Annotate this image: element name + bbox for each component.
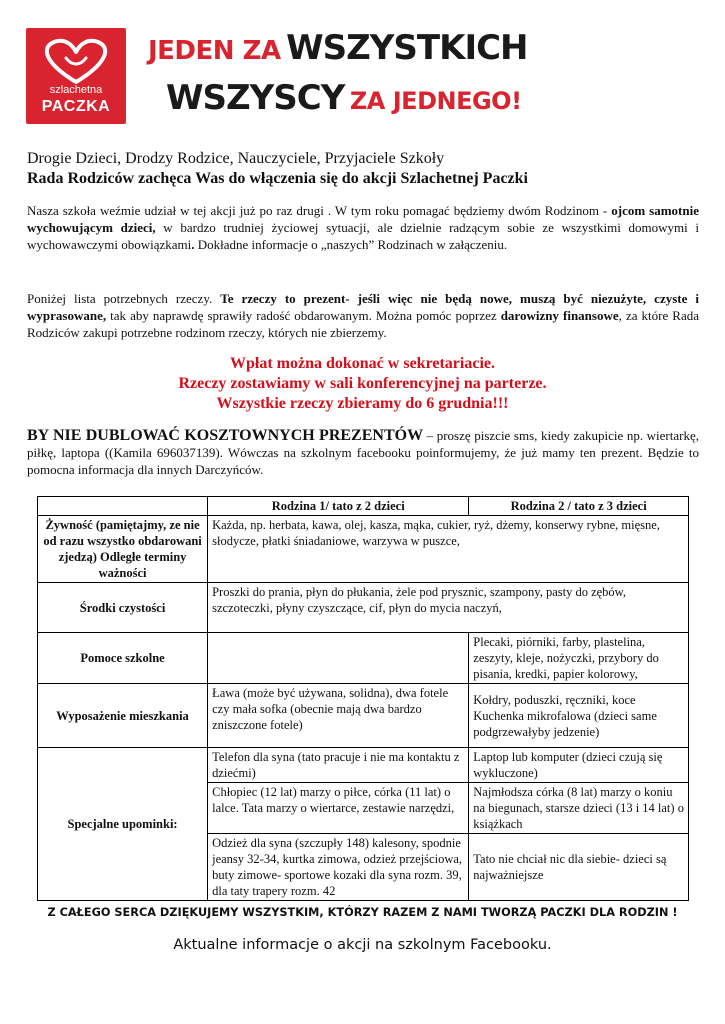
category-school: Pomoce szkolne xyxy=(38,633,208,684)
header-empty xyxy=(38,497,208,516)
category-cleaning: Środki czystości xyxy=(38,583,208,633)
para1-text-1: Nasza szkoła weźmie udział w tej akcji już po raz drugi . W tym roku pomagać będziemy dwóm Rodzinom - xyxy=(27,203,612,218)
gifts-1-family-1: Telefon dla syna (tato pracuje i nie ma kontaktu z dziećmi) xyxy=(208,748,469,783)
para2-text-1: Poniżej lista potrzebnych rzeczy. xyxy=(27,291,221,306)
lead-heading: Rada Rodziców zachęca Was do włączenia się do akcji Szlachetnej Paczki xyxy=(27,170,528,187)
school-items-family-1 xyxy=(208,633,469,684)
notice-deadline: Wszystkie rzeczy zbieramy do 6 grudnia!!! xyxy=(216,395,509,412)
needs-table xyxy=(37,496,689,901)
para1-text-5: Dokładne informacje o „naszych” Rodzinach w załączeniu. xyxy=(194,237,508,252)
facebook-info: Aktualne informacje o akcji na szkolnym Facebooku. xyxy=(173,937,552,953)
category-gifts: Specjalne upominki: xyxy=(38,748,208,901)
furnishing-family-2: Kołdry, poduszki, ręczniki, koce Kuchenka mikrofalowa (dzieci same podgrzewałyby jedzenie) xyxy=(469,684,689,748)
gifts-3-family-2: Tato nie chciał nic dla siebie- dzieci są najważniejsze xyxy=(469,834,689,901)
para1-bold-dot: . xyxy=(191,237,195,252)
header-family-1: Rodzina 1/ tato z 2 dzieci xyxy=(208,497,469,516)
gifts-3-family-1: Odzież dla syna (szczupły 148) kalesony, spodnie jeansy 32-34, kurtka zimowa, odzież przejściowa, buty zimowe- sportowe kozaki dla syna rozm. 39, dla taty trapery rozm. 42 xyxy=(208,834,469,901)
thanks-message: Z CAŁEGO SERCA DZIĘKUJEMY WSZYSTKIM, KTÓRZY RAZEM Z NAMI TWORZĄ PACZKI DLA RODZIN ! xyxy=(47,906,678,919)
para1-bold-fathers: ojcom samotnie wychowującym dzieci, xyxy=(27,203,699,235)
table-row-cleaning xyxy=(38,583,689,633)
slogan-wszyscy: WSZYSCY xyxy=(166,78,345,118)
gifts-2-family-1: Chłopiec (12 lat) marzy o piłce, córka (11 lat) o lalce. Tata marzy o wiertarce, zestawie narzędzi, xyxy=(208,783,469,834)
no-duplicates-paragraph xyxy=(27,427,699,478)
gifts-1-family-2: Laptop lub komputer (dzieci czują się wykluczone) xyxy=(469,748,689,783)
slogan-line-1 xyxy=(148,26,528,76)
para2-bold-donations: darowizny finansowe xyxy=(500,308,619,323)
szlachetna-paczka-logo xyxy=(26,28,126,124)
para1-text-3: w bardzo trudniej życiowej sytuacji, ale dzielnie radzącym sobie ze wszystkimi domowymi i wychowawczymi obowiązkami xyxy=(27,220,699,252)
logo-text-szlachetna: szlachetna xyxy=(49,84,103,96)
no-duplicates-heading: BY NIE DUBLOWAĆ KOSZTOWNYCH PREZENTÓW xyxy=(27,427,424,444)
slogan-za-jednego: ZA JEDNEGO! xyxy=(349,87,522,115)
slogan-jeden-za: JEDEN ZA xyxy=(148,36,281,66)
para2-text-5: , za które Rada Rodziców zakupi potrzebne rodzinom rzeczy, których nie zbierzemy. xyxy=(27,308,699,340)
gifts-2-family-2: Najmłodsza córka (8 lat) marzy o koniu na biegunach, starsze dzieci (13 i 14 lat) o książkach xyxy=(469,783,689,834)
intro-paragraph xyxy=(27,202,699,253)
header-family-2: Rodzina 2 / tato z 3 dzieci xyxy=(469,497,689,516)
category-furnishing: Wyposażenie mieszkania xyxy=(38,684,208,748)
food-items: Każda, np. herbata, kawa, olej, kasza, mąka, cukier, ryż, dżemy, konserwy rybne, mięsne, słodycze, płatki śniadaniowe, warzywa w puszce, xyxy=(208,516,689,583)
notice-drop-off: Rzeczy zostawiamy w sali konferencyjnej na parterze. xyxy=(178,375,547,392)
slogan-line-2 xyxy=(166,76,522,126)
list-paragraph xyxy=(27,290,699,341)
greeting: Drogie Dzieci, Drodzy Rodzice, Nauczyciele, Przyjaciele Szkoły xyxy=(27,150,445,167)
table-row-furnishing xyxy=(38,684,689,748)
logo-text-paczka: PACZKA xyxy=(41,98,111,115)
slogan-wszystkich: WSZYSTKICH xyxy=(286,28,528,68)
furnishing-family-1: Ława (może być używana, solidna), dwa fotele czy mała sofka (obecnie mają dwa bardzo zniszczone fotele) xyxy=(208,684,469,748)
slogan xyxy=(144,22,528,127)
heart-icon xyxy=(36,36,116,86)
table-row-food xyxy=(38,516,689,583)
school-items-family-2: Plecaki, piórniki, farby, plastelina, zeszyty, kleje, nożyczki, przybory do pisania, kredki, papier kolorowy, xyxy=(469,633,689,684)
table-row-gifts-1 xyxy=(38,748,689,783)
category-food: Żywność (pamiętajmy, ze nie od razu wszystko obdarowani zjedzą) Odległe terminy ważności xyxy=(38,516,208,583)
no-duplicates-text: – proszę piszcie sms, kiedy zakupicie np. wiertarkę, piłkę, laptopa ((Kamila 696037139). Wówczas na szkolnym facebooku poinformujemy, że już mamy ten prezent. Będzie to pomocna informacja dla innych Darczyńców. xyxy=(27,428,699,477)
table-header-row xyxy=(38,497,689,516)
para2-bold-gift: Te rzeczy to prezent- jeśli więc nie będą nowe, muszą być niezużyte, czyste i wyprasowane, xyxy=(27,291,699,323)
header xyxy=(26,22,528,127)
red-notice xyxy=(0,354,725,414)
para2-text-3: tak aby naprawdę sprawiły radość obdarowanym. Można pomóc poprzez xyxy=(106,308,501,323)
notice-payments: Wpłat można dokonać w sekretariacie. xyxy=(229,355,495,372)
cleaning-items: Proszki do prania, płyn do płukania, żele pod prysznic, szampony, pasty do zębów, szczoteczki, płyny czyszczące, cif, płyn do mycia naczyń, xyxy=(208,583,689,633)
table-row-school xyxy=(38,633,689,684)
